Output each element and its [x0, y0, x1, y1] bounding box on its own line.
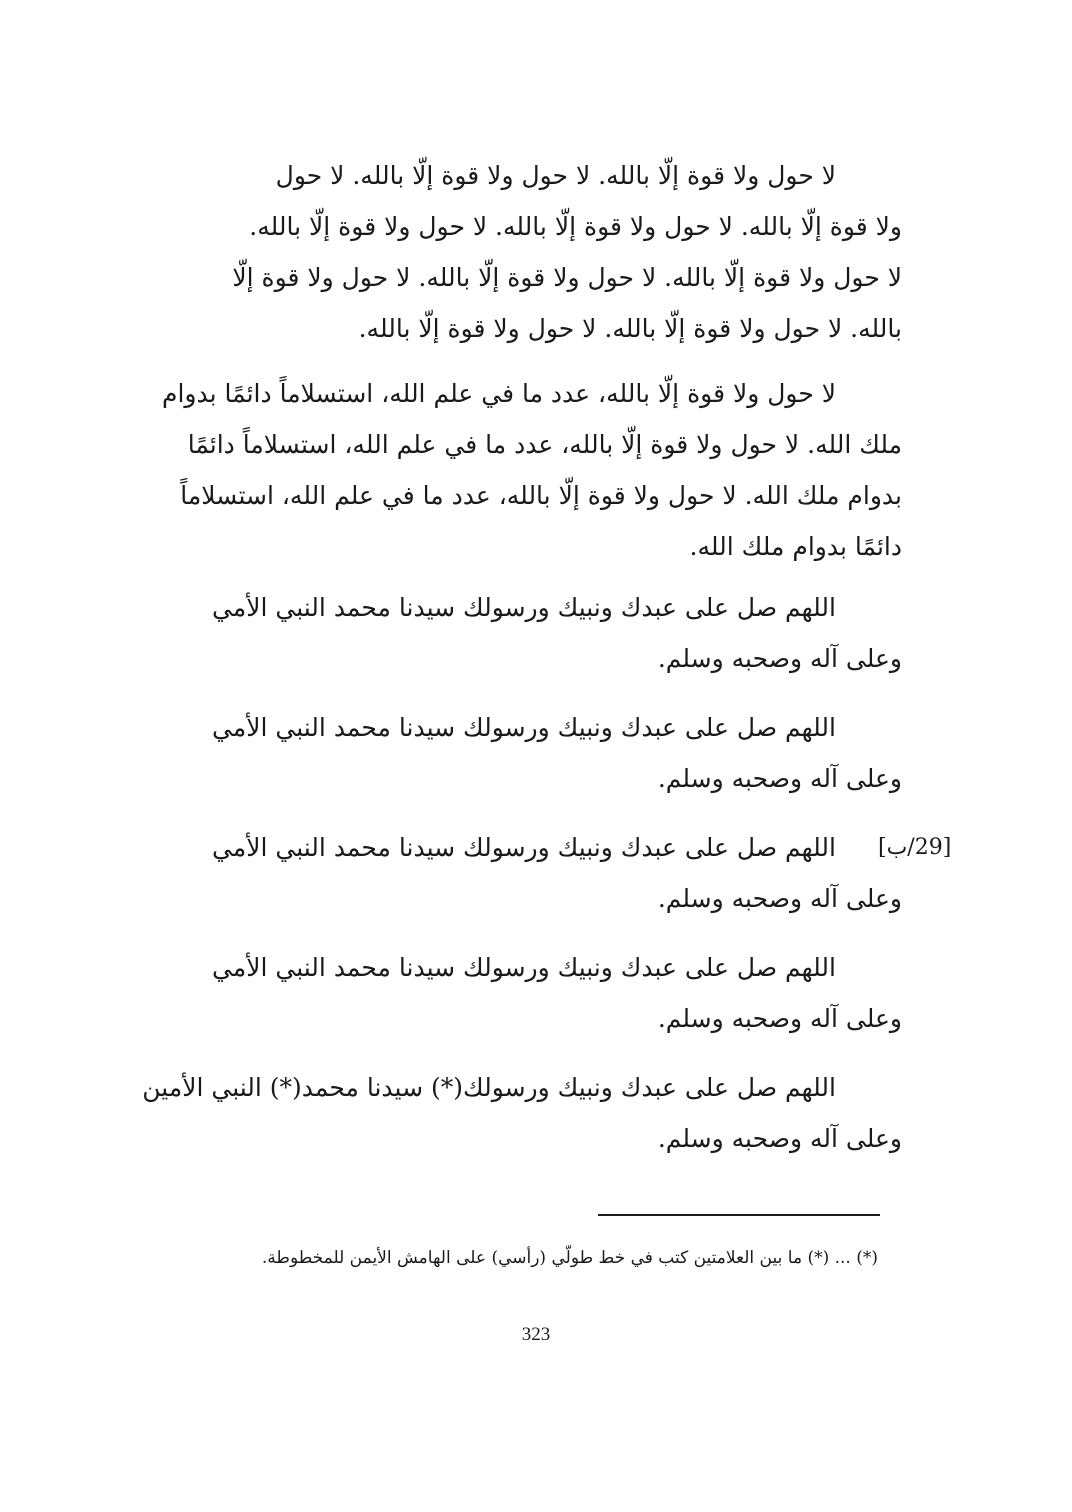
text-line: وعلى آله وصحبه وسلم.	[657, 1004, 902, 1033]
text-line: وعلى آله وصحبه وسلم.	[657, 644, 902, 673]
text-line: بالله. لا حول ولا قوة إلّا بالله. لا حول ولا قوة إلّا بالله.	[358, 314, 902, 343]
text-line: وعلى آله وصحبه وسلم.	[657, 884, 902, 913]
text-line: لا حول ولا قوة إلّا بالله، عدد ما في علم الله، استسلاماً دائمًا بدوام	[162, 379, 836, 408]
footnote-divider	[598, 1214, 880, 1216]
text-line: اللهم صل على عبدك ونبيك ورسولك(*) سيدنا محمد(*) النبي الأمين	[142, 1073, 836, 1102]
text-line: ملك الله. لا حول ولا قوة إلّا بالله، عدد ما في علم الله، استسلاماً دائمًا	[187, 430, 902, 459]
paragraph-salawat-5	[142, 1062, 902, 1164]
folio-marker: [29/ب]	[878, 835, 952, 860]
text-line: لا حول ولا قوة إلّا بالله. لا حول ولا قوة إلّا بالله. لا حول ولا قوة إلّا	[232, 263, 902, 292]
footnote: (*) ... (*) ما بين العلامتين كتب في خط طولّي (رأسي) على الهامش الأيمن للمخطوطة.	[261, 1248, 878, 1268]
paragraph-salawat-4	[150, 942, 902, 1044]
text-line: ولا قوة إلّا بالله. لا حول ولا قوة إلّا بالله. لا حول ولا قوة إلّا بالله.	[249, 212, 902, 241]
text-line: وعلى آله وصحبه وسلم.	[657, 1124, 902, 1153]
text-line: وعلى آله وصحبه وسلم.	[657, 764, 902, 793]
page-number: 323	[521, 1324, 551, 1345]
paragraph-salawat-3	[150, 822, 902, 924]
paragraph-salawat-1	[150, 582, 902, 684]
text-line: اللهم صل على عبدك ونبيك ورسولك سيدنا محمد النبي الأمي	[212, 953, 836, 982]
paragraph-salawat-2	[150, 702, 902, 804]
text-line: بدوام ملك الله. لا حول ولا قوة إلّا بالله، عدد ما في علم الله، استسلاماً	[180, 481, 902, 510]
paragraph-hawqala	[150, 150, 902, 354]
text-line: اللهم صل على عبدك ونبيك ورسولك سيدنا محمد النبي الأمي	[212, 713, 836, 742]
text-line: دائمًا بدوام ملك الله.	[689, 532, 902, 561]
text-line: لا حول ولا قوة إلّا بالله. لا حول ولا قوة إلّا بالله. لا حول	[275, 161, 836, 190]
text-line: اللهم صل على عبدك ونبيك ورسولك سيدنا محمد النبي الأمي	[212, 593, 836, 622]
text-line: اللهم صل على عبدك ونبيك ورسولك سيدنا محمد النبي الأمي	[212, 833, 836, 862]
paragraph-istislam	[150, 368, 902, 572]
